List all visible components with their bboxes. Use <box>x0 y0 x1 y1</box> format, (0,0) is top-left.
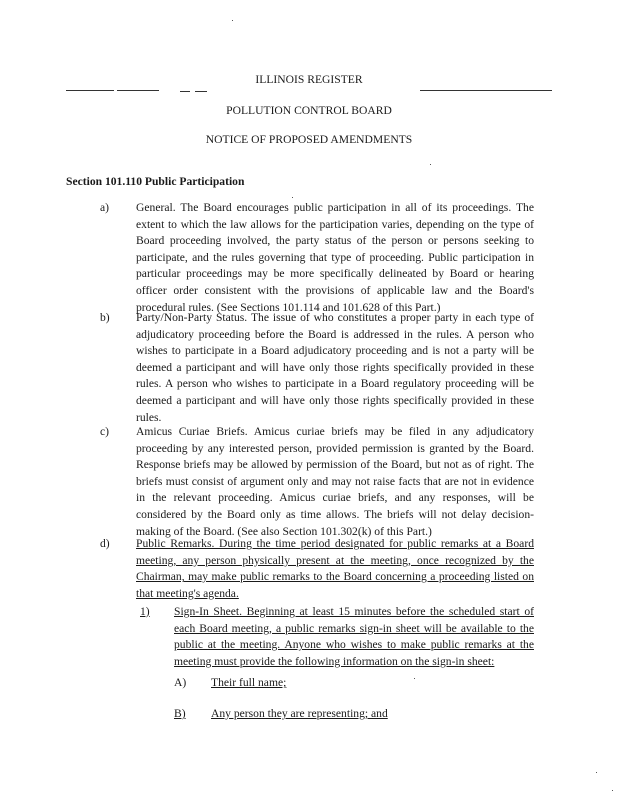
item-d-text: Public Remarks. During the time period designated for public remarks at a Board meeting, any person physically present at the meeting, once recognized by the Chairman, may make public remarks to the Board concerning a proceeding listed on that meeting's agenda. <box>136 537 534 600</box>
scan-speck <box>596 772 597 773</box>
item-b-text: Party/Non-Party Status. The issue of who constitutes a proper party in each type of adjudicatory proceeding before the Board is addressed in the rules. A person who wishes to participate in a Board adjudicatory proceeding and is not a party will be deemed a participant and will have only those rights specifically provided in these rules. A person who wishes to participate in a Board regulatory proceeding will be deemed a participant and will have only those rights specifically provided in these rules. <box>136 311 534 424</box>
notice-title: NOTICE OF PROPOSED AMENDMENTS <box>205 133 413 146</box>
scan-speck <box>414 678 415 679</box>
item-d-marker: d) <box>100 537 110 550</box>
scan-speck <box>232 20 233 21</box>
item-d1B-text: Any person they are representing; and <box>211 707 388 720</box>
section-heading: Section 101.110 Public Participation <box>66 175 245 188</box>
item-d1A-marker: A) <box>174 676 187 689</box>
item-b-marker: b) <box>100 311 110 324</box>
item-a-text: General. The Board encourages public participation in all of its proceedings. The extent to which the law allows for the participation varies, depending on the type of Board proceeding involved, the party status of the person or persons seeking to participate, and the rules governing that type of proceeding. Public participation in particular proceedings may be more specifically delineated by Board or hearing officer order consistent with the provisions of applicable law and the Board's procedural rules. (See Sections 101.114 and 101.628 of this Part.) <box>136 201 534 314</box>
register-title: ILLINOIS REGISTER <box>255 73 363 86</box>
header-rule-left-2 <box>117 90 159 91</box>
item-d1-text: Sign-In Sheet. Beginning at least 15 minutes before the scheduled start of each Board meeting, a public remarks sign-in sheet will be available to the public at the meeting. Anyone who wishes to make public remarks at the meeting must provide the following information on the sign-in sheet: <box>174 605 534 668</box>
header-rule-left-1 <box>66 90 114 91</box>
item-c-text: Amicus Curiae Briefs. Amicus curiae briefs may be filed in any adjudicatory proceeding by any interested person, provided permission is granted by the Board. Response briefs may be allowed by permission of the Board, but not as of right. The briefs must consist of argument only and may not raise facts that are not in evidence in the relevant proceeding. Amicus curiae briefs, and any responses, will be considered by the Board only as time allows. The briefs will not delay decision-making of the Board. (See also Section 101.302(k) of this Part.) <box>136 425 534 538</box>
scan-speck <box>612 790 613 791</box>
header-rule-left-3 <box>180 91 190 92</box>
scan-speck <box>430 164 431 165</box>
item-d1A-text: Their full name; <box>211 676 287 689</box>
item-d1-marker: 1) <box>140 605 150 618</box>
agency-title: POLLUTION CONTROL BOARD <box>226 104 392 117</box>
header-rule-left-4 <box>195 91 207 92</box>
item-c-marker: c) <box>100 425 110 438</box>
scan-speck <box>292 197 293 198</box>
item-d1B-marker: B) <box>174 707 186 720</box>
item-a-marker: a) <box>100 201 110 214</box>
header-rule-right <box>420 90 552 91</box>
